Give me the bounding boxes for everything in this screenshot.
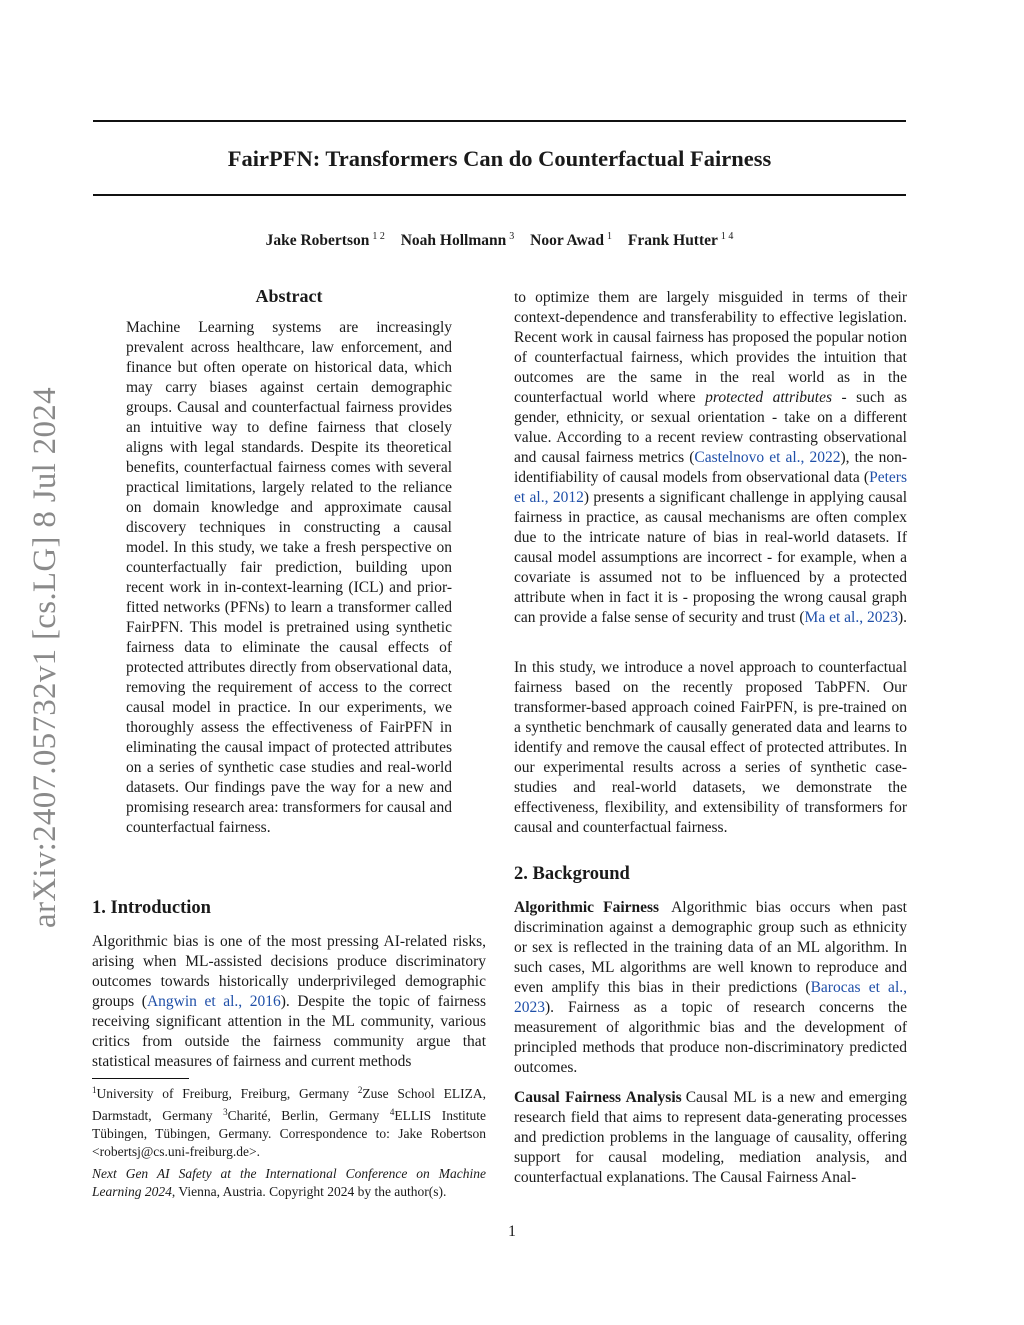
introduction-body xyxy=(92,932,486,1072)
author xyxy=(628,232,733,249)
text-run: ). xyxy=(897,609,907,626)
affiliation-text: University of Freiburg, Freiburg, Germany xyxy=(96,1086,358,1101)
title-rule-bottom xyxy=(93,194,906,196)
author-list xyxy=(93,231,906,250)
author-name: Jake Robertson xyxy=(265,232,370,249)
citation-link[interactable]: Peters et al., 2012 xyxy=(514,469,907,506)
background-paragraph xyxy=(514,1088,907,1188)
footnote-rule xyxy=(92,1078,189,1079)
citation-link[interactable]: Ma et al., 2023 xyxy=(804,609,898,626)
paragraph-run-in-heading: Algorithmic Fairness xyxy=(514,899,660,916)
author xyxy=(530,232,612,249)
emphasis-text: protected attributes xyxy=(705,389,833,406)
citation-link[interactable]: Angwin et al., 2016 xyxy=(146,993,281,1010)
venue-name: Next Gen AI Safety at the International Conference on Machine Learning 2024 xyxy=(92,1166,486,1199)
affiliation-text: ELLIS Institute Tübingen, Tübingen, Germany. Correspondence to: Jake Robertson <robertsj@cs.uni-freiburg.de>. xyxy=(92,1108,486,1159)
footnote-marker: 3 xyxy=(223,1107,228,1117)
abstract-text: Machine Learning systems are increasingly prevalent across healthcare, law enforcement, and finance but often operate on historical data, which may carry biases against certain demographic groups. Causal and counterfactual fairness provides an intuitive way to define fairness that closely aligns with legal standards. Despite its theoretical benefits, counterfactual fairness comes with several practical limitations, largely related to the reliance on domain knowledge and approximate causal discovery techniques in constructing a causal model. In this study, we take a fresh perspective on counterfactually fair prediction, building upon recent work in in-context-learning (ICL) and prior-fitted networks (PFNs) to learn a transformer called FairPFN. This model is pretrained using synthetic fairness data to eliminate the causal effects of protected attributes directly from observational data, removing the requirement of access to the correct causal model in practice. In our experiments, we thoroughly assess the effectiveness of FairPFN in eliminating the causal impact of protected attributes on a series of synthetic case studies and real-world datasets. Our findings pave the way for a new and promising research area: transformers for causal and counterfactual fairness. xyxy=(126,319,452,836)
text-run: Algorithmic bias is one of the most pressing AI-related risks, arising when ML-assisted decisions produce discriminatory outcomes towards historically underprivileged demographic groups ( xyxy=(92,933,486,1010)
affiliations-footnote xyxy=(92,1081,486,1161)
footnote-marker: 2 xyxy=(357,1085,363,1095)
introduction-paragraph xyxy=(92,932,486,1072)
text-run: to optimize them are largely misguided in terms of their context-dependence and transferability to effective legislation. Recent work in causal fairness has proposed the popular notion of counterfactual fairness, which provides the intuition that outcomes are the same in the real world as in the counterfactual world where xyxy=(514,289,907,406)
author-name: Noor Awad xyxy=(530,232,605,249)
abstract-body xyxy=(126,318,452,838)
copyright-text: , Vienna, Austria. Copyright 2024 by the author(s). xyxy=(171,1184,447,1199)
background-heading: 2. Background xyxy=(514,864,630,884)
footnote-marker: 4 xyxy=(389,1107,395,1117)
introduction-heading: 1. Introduction xyxy=(92,898,211,918)
introduction-paragraph: In this study, we introduce a novel approach to counterfactual fairness based on the recently proposed TabPFN. Our transformer-based approach coined FairPFN, is pre-trained on a synthetic benchmark of causally generated data and learns to identify and remove the causal effect of protected attributes. In our experimental results across a series of synthetic case-studies and real-world datasets, we demonstrate the effectiveness, flexibility, and extensibility of transformers for causal and counterfactual fairness. xyxy=(514,659,907,836)
author-affiliation: 1 4 xyxy=(720,231,734,242)
introduction-paragraph xyxy=(514,288,907,628)
algorithmic-fairness-paragraph xyxy=(514,898,907,1078)
text-run: ). Despite the topic of fairness receiving significant attention in the ML community, various critics from outside the fairness community argue that statistical measures of fairness and current methods xyxy=(92,993,486,1070)
text-run: ), the non-identifiability of causal models from observational data ( xyxy=(514,449,907,486)
paper-title: FairPFN: Transformers Can do Counterfactual Fairness xyxy=(227,146,772,171)
author-affiliation: 1 2 xyxy=(372,231,385,242)
footnote-marker: 1 xyxy=(92,1085,97,1095)
author xyxy=(401,232,515,249)
author xyxy=(266,232,385,249)
author-name: Noah Hollmann xyxy=(400,232,507,249)
affiliation-text: Zuse School ELIZA, Darmstadt, Germany xyxy=(92,1086,487,1123)
venue-notice xyxy=(92,1165,486,1201)
arxiv-identifier-stamp: arXiv:2407.05732v1 [cs.LG] 8 Jul 2024 xyxy=(27,387,63,928)
paragraph-run-in-heading: Causal Fairness Analysis xyxy=(514,1089,682,1106)
introduction-continued xyxy=(514,288,907,628)
citation-link[interactable]: Barocas et al., 2023 xyxy=(514,979,907,1016)
text-run: Algorithmic bias occurs when past discrimination against a demographic group such as ethnicity or sex is reflected in the training data of an ML algorithm. In such cases, ML algorithms are well known to reproduce and even amplify this bias in their predictions ( xyxy=(514,899,907,996)
background-paragraph xyxy=(514,898,907,1078)
author-name: Frank Hutter xyxy=(627,232,718,249)
introduction-study-paragraph xyxy=(514,658,907,838)
abstract-heading: Abstract xyxy=(255,286,323,306)
text-run: ). Fairness as a topic of research concerns the measurement of algorithmic bias and the development of principled methods that produce non-discriminatory predicted outcomes. xyxy=(514,999,907,1076)
title-rule-top xyxy=(93,120,906,122)
affiliation-text: Charité, Berlin, Germany xyxy=(227,1108,390,1123)
author-affiliation: 1 xyxy=(607,231,613,242)
text-run: - such as gender, ethnicity, or sexual orientation - take on a different value. According to a recent review contrasting observational and causal fairness metrics ( xyxy=(514,389,907,466)
causal-fairness-analysis-paragraph xyxy=(514,1088,907,1188)
citation-link[interactable]: Castelnovo et al., 2022 xyxy=(694,449,841,466)
author-affiliation: 3 xyxy=(509,231,515,242)
text-run: ) presents a significant challenge in applying causal fairness in practice, as causal mechanisms are often complex due to the intricate nature of bias in real-world datasets. If causal model assumptions are incorrect - for example, when a covariate is assumed not to be influenced by a protected attribute when in fact it is - proposing the wrong causal graph can provide a false sense of security and trust ( xyxy=(514,489,908,626)
page-number: 1 xyxy=(508,1223,516,1240)
text-run: Causal ML is a new and emerging research field that aims to represent data-generating processes and prediction problems in the language of causality, offering support for causal modeling, mediation analysis, and counterfactual explanations. The Causal Fairness Anal- xyxy=(514,1089,907,1186)
